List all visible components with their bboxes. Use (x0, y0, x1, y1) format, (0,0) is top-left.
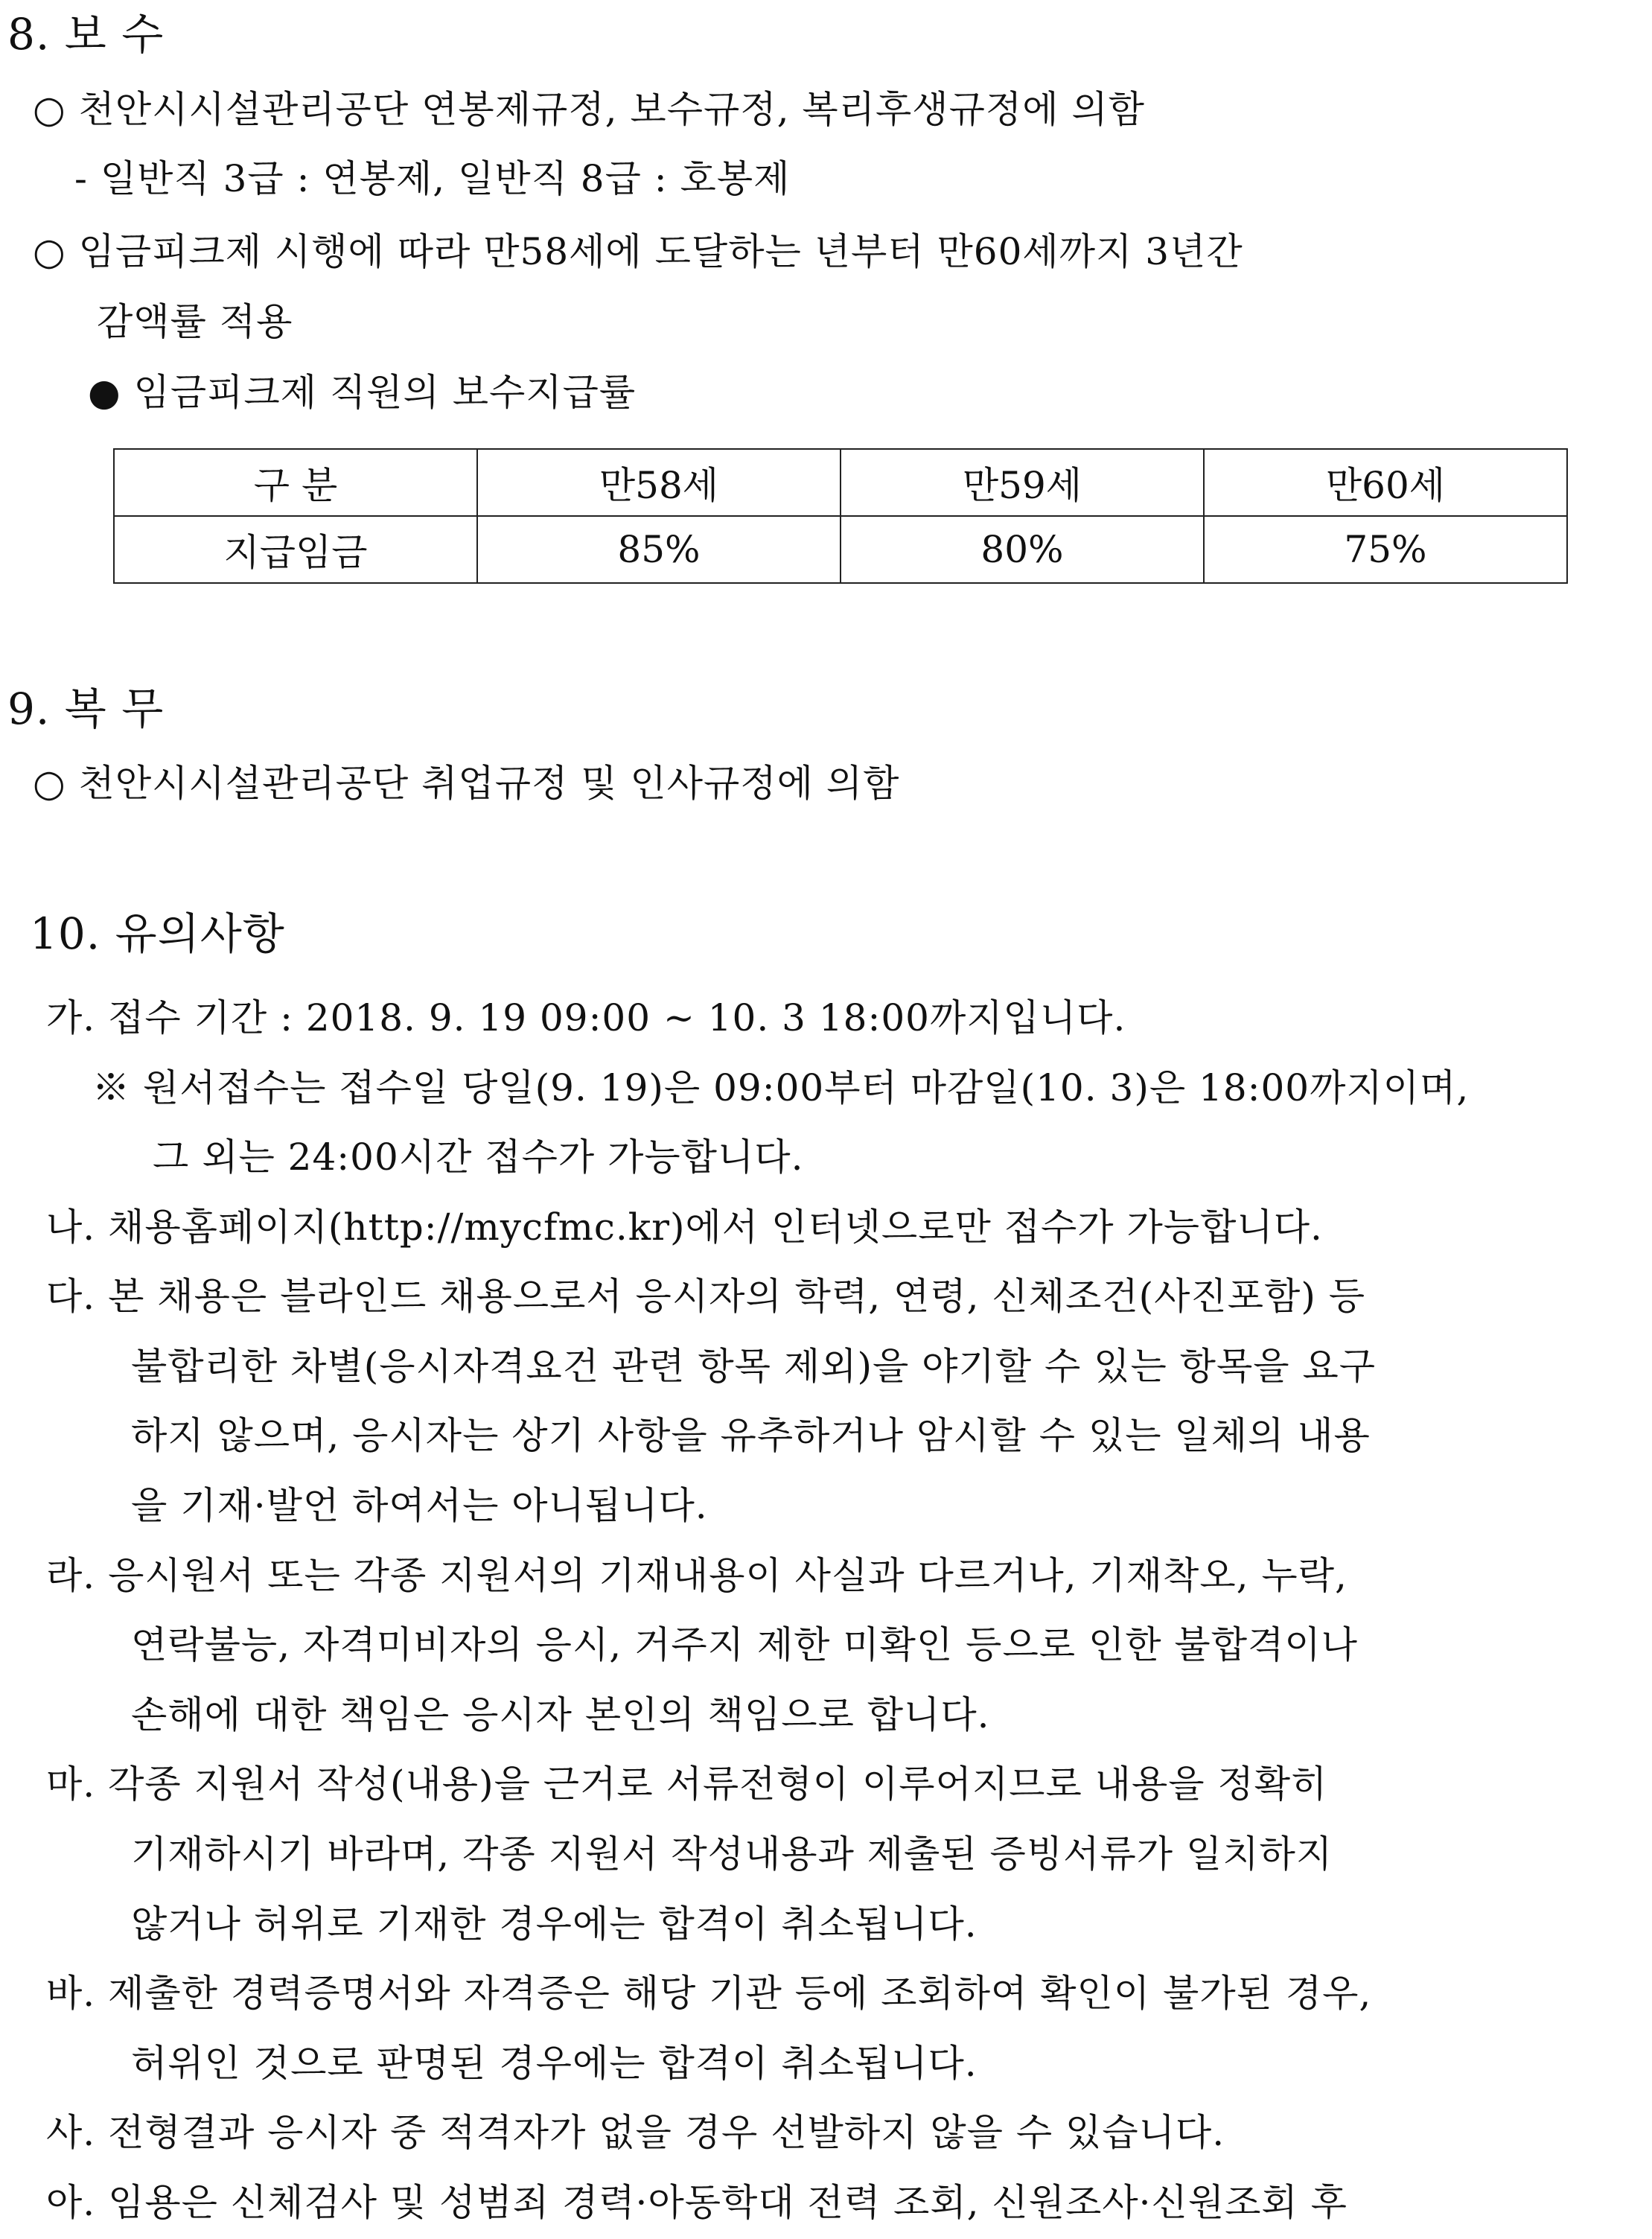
section-8-item-1-sub: - 일반직 3급 : 연봉제, 일반직 8급 : 호봉제 (74, 157, 791, 200)
table-cell: 80% (841, 516, 1204, 583)
notice-line: 바. 제출한 경력증명서와 자격증은 해당 기관 등에 조회하여 확인이 불가된 경우, (46, 1972, 1372, 2015)
notice-line: 다. 본 채용은 블라인드 채용으로서 응시자의 학력, 연령, 신체조건(사진포함) 등 (46, 1275, 1366, 1318)
pay-rate-table (113, 448, 1568, 584)
notice-line: ※ 원서접수는 접수일 당일(9. 19)은 09:00부터 마감일(10. 3)은 18:00까지이며, (92, 1066, 1470, 1109)
section-8-item-1: ○ 천안시시설관리공단 연봉제규정, 보수규정, 복리후생규정에 의함 (33, 88, 1145, 131)
notice-line: 을 기재·발언 하여서는 아니됩니다. (131, 1484, 708, 1527)
table-cell: 75% (1204, 516, 1567, 583)
table-header-cell: 만60세 (1204, 449, 1567, 516)
notice-line: 나. 채용홈페이지(http://mycfmc.kr)에서 인터넷으로만 접수가 가능합니다. (46, 1206, 1323, 1249)
table-header-cell: 만58세 (477, 449, 841, 516)
notice-line: 그 외는 24:00시간 접수가 가능합니다. (153, 1136, 804, 1179)
notice-line: 라. 응시원서 또는 각종 지원서의 기재내용이 사실과 다르거나, 기재착오, 누락, (46, 1554, 1348, 1597)
section-8-item-2-cont: 감액률 적용 (97, 300, 293, 343)
notice-line: 하지 않으며, 응시자는 상기 사항을 유추하거나 암시할 수 있는 일체의 내용 (131, 1414, 1371, 1457)
notice-line: 불합리한 차별(응시자격요건 관련 항목 제외)을 야기할 수 있는 항목을 요구 (131, 1345, 1377, 1388)
notice-line: 사. 전형결과 응시자 중 적격자가 없을 경우 선발하지 않을 수 있습니다. (46, 2111, 1225, 2154)
section-8-bullet: ● 임금피크제 직원의 보수지급률 (88, 371, 637, 414)
table-cell: 지급임금 (114, 516, 477, 583)
notice-line: 허위인 것으로 판명된 경우에는 합격이 취소됩니다. (131, 2042, 978, 2085)
section-9-title: 9. 복 무 (7, 684, 165, 734)
notice-line: 아. 임용은 신체검사 및 성범죄 경력·아동학대 전력 조회, 신원조사·신원조회 후 (46, 2181, 1348, 2224)
notice-line: 가. 접수 기간 : 2018. 9. 19 09:00 ~ 10. 3 18:00까지입니다. (46, 996, 1126, 1039)
table-cell: 85% (477, 516, 841, 583)
table-header-cell: 구 분 (114, 449, 477, 516)
section-10-title: 10. 유의사항 (30, 908, 285, 959)
section-8-title: 8. 보 수 (7, 9, 165, 60)
notice-line: 손해에 대한 책임은 응시자 본인의 책임으로 합니다. (131, 1693, 990, 1736)
notice-line: 기재하시기 바라며, 각종 지원서 작성내용과 제출된 증빙서류가 일치하지 (131, 1832, 1333, 1876)
section-9-item-1: ○ 천안시시설관리공단 취업규정 및 인사규정에 의함 (33, 762, 900, 805)
table-header-cell: 만59세 (841, 449, 1204, 516)
table-row (114, 516, 1567, 583)
notice-line: 마. 각종 지원서 작성(내용)을 근거로 서류전형이 이루어지므로 내용을 정확히 (46, 1762, 1328, 1806)
notice-line: 연락불능, 자격미비자의 응시, 거주지 제한 미확인 등으로 인한 불합격이나 (131, 1623, 1358, 1666)
notice-line: 않거나 허위로 기재한 경우에는 합격이 취소됩니다. (131, 1902, 978, 1946)
section-8-item-2: ○ 임금피크제 시행에 따라 만58세에 도달하는 년부터 만60세까지 3년간 (33, 230, 1243, 273)
table-header-row (114, 449, 1567, 516)
